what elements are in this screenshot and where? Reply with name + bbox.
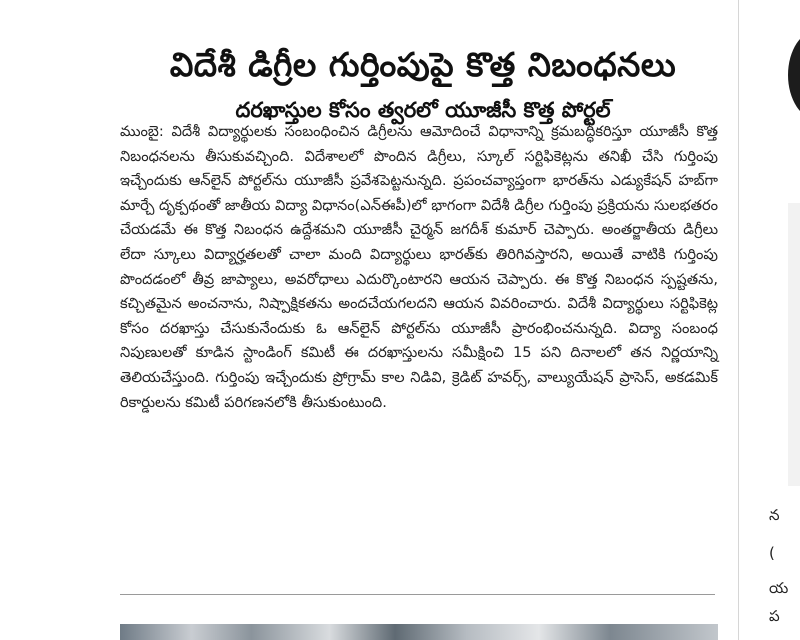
adjacent-column [739, 0, 800, 640]
article-headline: విదేశీ డిగ్రీల గుర్తింపుపై కొత్త నిబంధనలు [169, 45, 677, 85]
article-body: ముంబై: విదేశీ విద్యార్థులకు సంబంధించిన డిగ్రీలను ఆమోదించే విధానాన్ని క్రమబద్ధీకరిస్తూ యూజీసీ కొత్త నిబంధనలను తీసుకువచ్చింది. విదేశాలలో పొందిన డిగ్రీలు, స్కూల్ సర్టిఫికెట్లను తనిఖీ చేసి గుర్తింపు ఇచ్చేందుకు ఆన్‌లైన్ పోర్టల్‌ను యూజీసీ ప్రవేశపెట్టనున్నది. ప్రపంచవ్యాప్తంగా భారత్‌ను ఎడ్యుకేషన్ హబ్‌గా మార్చే దృక్పథంతో జాతీయ విద్యా విధానం(ఎన్‌ఈపీ)లో భాగంగా విదేశీ డిగ్రీల గుర్తింపు ప్రక్రియను సులభతరం చేయడమే ఈ కొత్త నిబంధన ఉద్దేశమని యూజీసీ చైర్మన్ జగదీశ్ కుమార్ చెప్పారు. అంతర్జాతీయ డిగ్రీలు లేదా స్కూలు విద్యార్హతలతో చాలా మంది విద్యార్థులు భారత్‌కు తిరిగివస్తారని, అయితే వాటికి గుర్తింపు పొందడంలో తీవ్ర జాప్యాలు, అవరోధాలు ఎదుర్కొంటారని ఆయన చెప్పారు. ఈ కొత్త నిబంధన స్పష్టతను, కచ్చితమైన అంచనాను, నిష్పాక్షికతను అందచేయగలదని ఆయన వివరించారు. విదేశీ విద్యార్థులు సర్టిఫికెట్ల కోసం దరఖాస్తు చేసుకునేందుకు ఓ ఆన్‌లైన్ పోర్టల్‌ను యూజీసీ ప్రారంభించనున్నది. విద్యా సంబంధ నిపుణులతో కూడిన స్టాండింగ్ కమిటీ ఈ దరఖాస్తులను సమీక్షించి 15 పని దినాలలో తన నిర్ణయాన్ని తెలియచేస్తుంది. గుర్తింపు ఇచ్చేందుకు ప్రోగ్రామ్ కాల నిడివి, క్రెడిట్ హవర్స్, వాల్యుయేషన్ ప్రాసెస్, అకడమిక్ రికార్డులను కమిటీ పరిగణనలోకి తీసుకుంటుంది. [120, 123, 718, 411]
article-divider [120, 594, 715, 595]
article-photo [120, 624, 718, 640]
news-article [108, 0, 738, 640]
adjacent-panel [788, 203, 800, 486]
article-subheadline: దరఖాస్తుల కోసం త్వరలో యూజీసీ కొత్త పోర్టల్ [235, 98, 611, 123]
adjacent-fragment-1: న [769, 506, 780, 524]
adjacent-photo [788, 30, 800, 120]
adjacent-fragment-4: ప [769, 607, 780, 625]
adjacent-fragment-3: య [769, 579, 789, 597]
adjacent-fragment-2: ( [769, 544, 775, 562]
